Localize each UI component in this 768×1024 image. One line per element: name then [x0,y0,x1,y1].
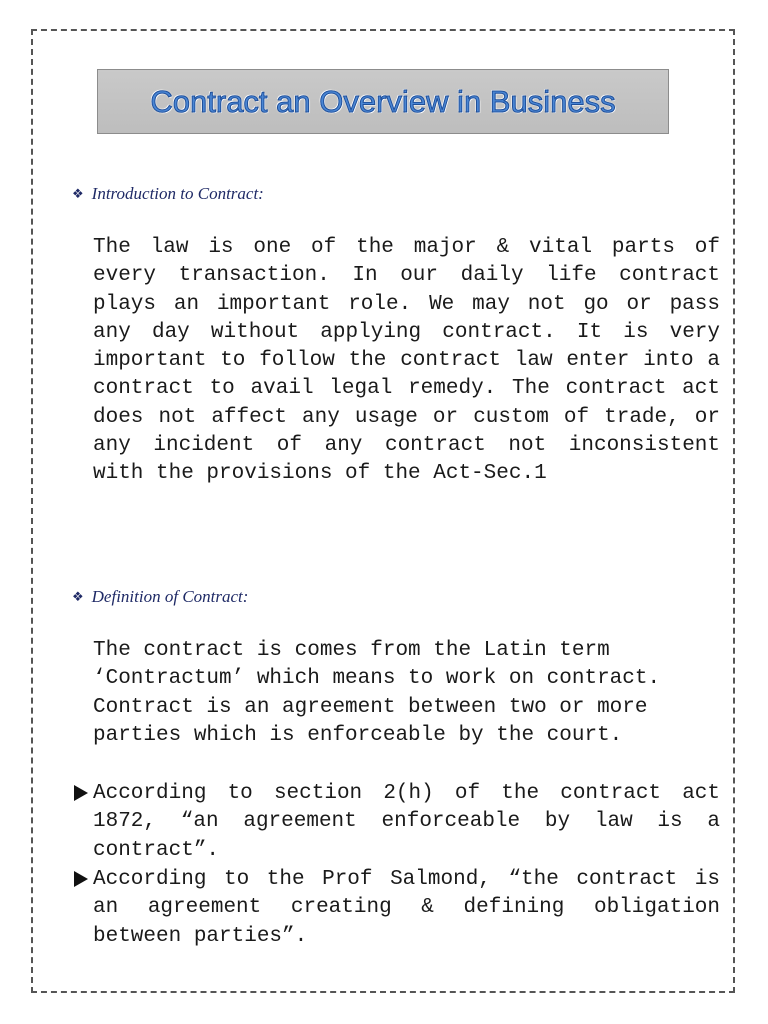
arrow-bullet-icon [74,871,88,887]
title-box [97,69,669,134]
section-heading-introduction [72,184,264,204]
arrow-bullet-icon [74,785,88,801]
introduction-paragraph: The law is one of the major & vital parts of every transaction. In our daily life contract plays an important role. We may not go or pass any day without applying contract. It is very important to follow the contract law enter into a contract to avail legal remedy. The contract act does not affect any usage or custom of trade, or any incident of any contract not inconsistent with the provisions of the Act-Sec.1 [93,236,720,486]
section-heading-definition [72,587,248,607]
bullet-item: According to the Prof Salmond, “the contract is an agreement creating & defining obligation between parties”. [93,868,720,948]
diamond-bullet-icon: ❖ [72,186,84,201]
bullet-item: According to section 2(h) of the contract act 1872, “an agreement enforceable by law is a contract”. [93,782,720,862]
section-heading-label: Definition of Contract: [91,587,249,606]
definition-paragraph: The contract is comes from the Latin term ‘Contractum’ which means to work on contract. Contract is an agreement between two or more parties which is enforceable by the court. [93,639,661,747]
diamond-bullet-icon: ❖ [72,589,84,604]
page-title: Contract an Overview in Business [150,83,616,119]
section-heading-label: Introduction to Contract: [91,184,264,203]
